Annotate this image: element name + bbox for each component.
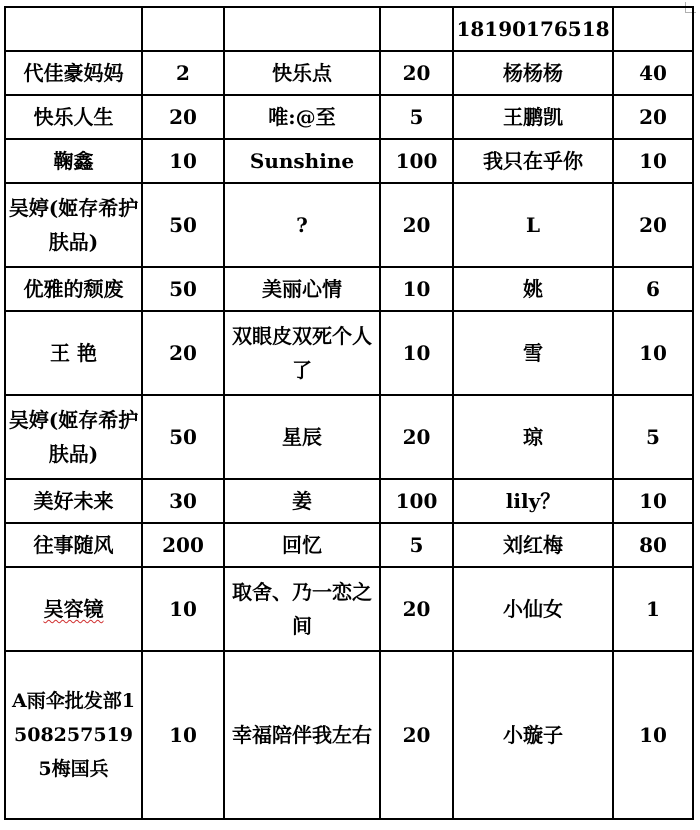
donor-name-cell: A雨伞批发部15082575195梅国兵 (5, 651, 142, 819)
donor-name-cell: 代佳豪妈妈 (5, 51, 142, 95)
amount-cell: 10 (142, 139, 224, 183)
donor-name-cell: 取舍、乃一恋之间 (224, 567, 380, 651)
donor-name-cell: 刘红梅 (453, 523, 613, 567)
amount-cell: 20 (380, 567, 453, 651)
table-row (5, 95, 693, 139)
amount-cell: 50 (142, 267, 224, 311)
amount-cell: 10 (613, 139, 693, 183)
donor-name-cell: 鞠鑫 (5, 139, 142, 183)
table-row (5, 567, 693, 651)
amount-cell: 10 (380, 311, 453, 395)
amount-cell: 20 (613, 183, 693, 267)
amount-cell: 10 (613, 311, 693, 395)
amount-cell: 20 (613, 95, 693, 139)
donor-name-cell: 琼 (453, 395, 613, 479)
donor-name-cell: 优雅的颓废 (5, 267, 142, 311)
table-cell (224, 7, 380, 51)
table-row (5, 523, 693, 567)
donor-name-cell: 小仙女 (453, 567, 613, 651)
table-row (5, 395, 693, 479)
table-row (5, 311, 693, 395)
amount-cell: 50 (142, 395, 224, 479)
donor-name-cell: 快乐人生 (5, 95, 142, 139)
amount-cell: 200 (142, 523, 224, 567)
amount-cell: 10 (142, 651, 224, 819)
donation-table (4, 6, 694, 820)
donor-name-cell: 往事随风 (5, 523, 142, 567)
donor-name-cell: 吴婷(姬存希护肤品) (5, 183, 142, 267)
amount-cell: 5 (380, 95, 453, 139)
amount-cell: 50 (142, 183, 224, 267)
amount-cell: 10 (380, 267, 453, 311)
amount-cell: 20 (380, 51, 453, 95)
table-cell (5, 7, 142, 51)
amount-cell: 20 (142, 95, 224, 139)
donor-name-cell: 美好未来 (5, 479, 142, 523)
amount-cell: 10 (613, 651, 693, 819)
donor-name-cell: 唯:@至 (224, 95, 380, 139)
table-row (5, 139, 693, 183)
table-row (5, 651, 693, 819)
donor-name-cell: 幸福陪伴我左右 (224, 651, 380, 819)
amount-cell: 10 (142, 567, 224, 651)
amount-cell: 20 (380, 395, 453, 479)
amount-cell: 80 (613, 523, 693, 567)
amount-cell: 100 (380, 479, 453, 523)
spellcheck-underlined-text: 吴容镜 (43, 597, 104, 621)
donor-name-cell (5, 567, 142, 651)
amount-cell: 1 (613, 567, 693, 651)
donor-name-cell: 双眼皮双死个人了 (224, 311, 380, 395)
table-row (5, 51, 693, 95)
table-row-header (5, 7, 693, 51)
donor-name-cell: 姚 (453, 267, 613, 311)
donor-name-cell: 王 艳 (5, 311, 142, 395)
table-row (5, 479, 693, 523)
amount-cell: 100 (380, 139, 453, 183)
page-edge-mark (693, 392, 700, 410)
amount-cell: 10 (613, 479, 693, 523)
donor-name-cell: 美丽心情 (224, 267, 380, 311)
donor-name-cell: L (453, 183, 613, 267)
amount-cell: 20 (142, 311, 224, 395)
amount-cell: 5 (380, 523, 453, 567)
phone-number-cell: 18190176518 (453, 7, 613, 51)
amount-cell: 2 (142, 51, 224, 95)
table-row (5, 267, 693, 311)
donor-name-cell: lily？ (453, 479, 613, 523)
donor-name-cell: 小璇子 (453, 651, 613, 819)
amount-cell: 30 (142, 479, 224, 523)
amount-cell: 20 (380, 183, 453, 267)
amount-cell: 40 (613, 51, 693, 95)
table-cell (613, 7, 693, 51)
donor-name-cell: 雪 (453, 311, 613, 395)
donor-name-cell: 我只在乎你 (453, 139, 613, 183)
donor-name-cell: 回忆 (224, 523, 380, 567)
donor-name-cell: 快乐点 (224, 51, 380, 95)
donor-name-cell: 杨杨杨 (453, 51, 613, 95)
donor-name-cell: ? (224, 183, 380, 267)
table-row (5, 183, 693, 267)
table-cell (142, 7, 224, 51)
amount-cell: 6 (613, 267, 693, 311)
amount-cell: 20 (380, 651, 453, 819)
donor-name-cell: Sunshine (224, 139, 380, 183)
donor-name-cell: 吴婷(姬存希护肤品) (5, 395, 142, 479)
table-cell (380, 7, 453, 51)
donor-name-cell: 星辰 (224, 395, 380, 479)
donor-name-cell: 王鹏凯 (453, 95, 613, 139)
donor-name-cell: 姜 (224, 479, 380, 523)
amount-cell: 5 (613, 395, 693, 479)
